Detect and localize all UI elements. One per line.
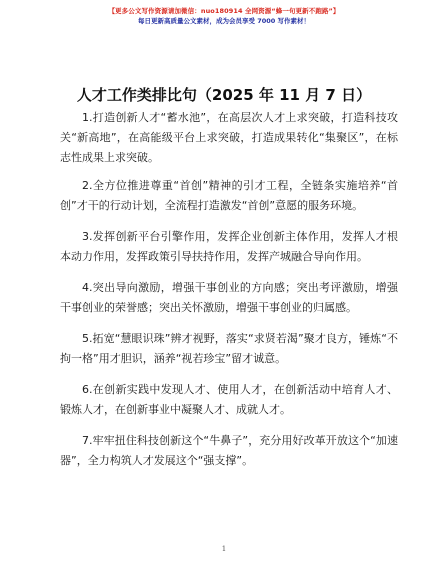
promo-banner-line-2: 每日更新高质量公文素材，成为会员享受 7000 写作素材！ <box>137 17 311 25</box>
document-title: 人才工作类排比句（2025 年 11 月 7 日） <box>76 86 372 104</box>
page-number: 1 <box>221 545 227 553</box>
paragraph-5: 5.拓宽“慧眼识珠”辨才视野，落实“求贤若渴”聚才良方，锤炼“不拘一格”用才胆识，涵养“视若珍宝”留才诚意。 <box>60 332 398 365</box>
paragraph-7: 7.牢牢扭住科技创新这个“牛鼻子”，充分用好改革开放这个“加速器”，全力构筑人才发展这个“强支撑”。 <box>60 434 398 467</box>
paragraph-1: 1.打造创新人才“蓄水池”，在高层次人才上求突破，打造科技攻关“新高地”，在高能级平台上求突破，打造成果转化“集聚区”，在标志性成果上求突破。 <box>60 111 398 164</box>
promo-banner-line-1: 【更多公文写作资源请加微信：nuo180914 全网资源“蜂一句更新不跑路”】 <box>108 7 340 15</box>
paragraph-2: 2.全方位推进尊重“首创”精神的引才工程，全链条实施培养“首创”才干的行动计划，全流程打造激发“首创”意愿的服务环境。 <box>60 179 398 212</box>
promo-banner <box>0 6 448 26</box>
document-body <box>60 108 398 482</box>
paragraph-4: 4.突出导向激励，增强干事创业的方向感；突出考评激励，增强干事创业的荣誉感；突出关怀激励，增强干事创业的归属感。 <box>60 281 398 314</box>
paragraph-6: 6.在创新实践中发现人才、使用人才，在创新活动中培育人才、锻炼人才，在创新事业中凝聚人才、成就人才。 <box>60 383 398 416</box>
paragraph-3: 3.发挥创新平台引擎作用，发挥企业创新主体作用，发挥人才根本动力作用，发挥政策引导扶持作用，发挥产城融合导向作用。 <box>60 230 398 263</box>
